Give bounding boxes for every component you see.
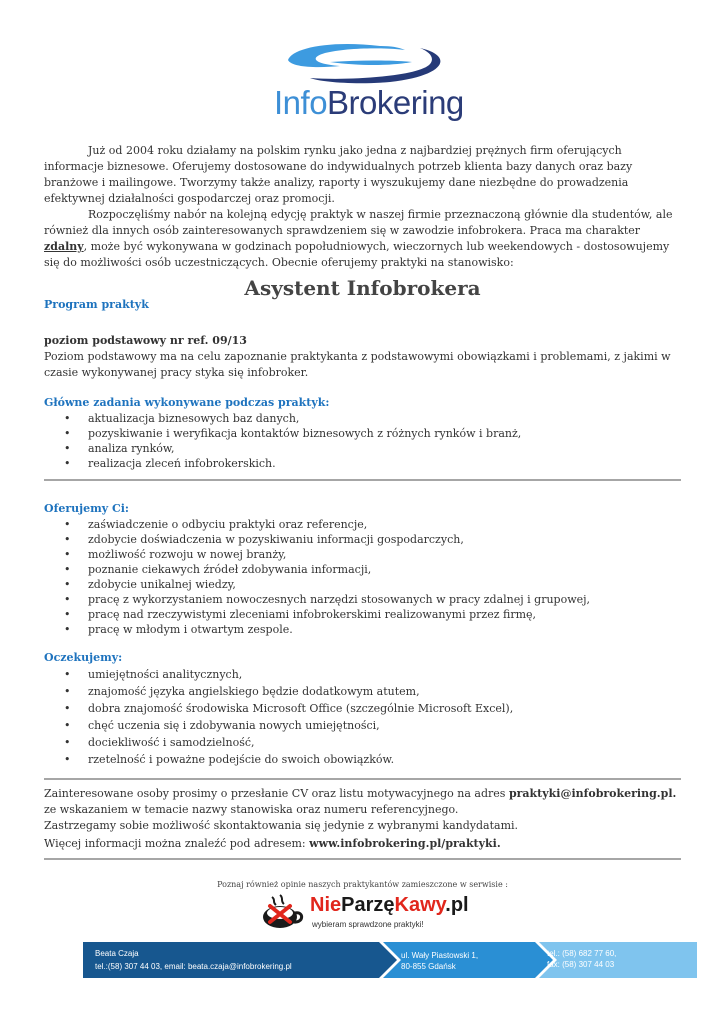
tasks-heading: Główne zadania wykonywane podczas praktyk: (44, 396, 330, 409)
list-item: • pracę w młodym i otwartym zespole. (64, 623, 293, 636)
job-offer-content (44, 143, 681, 860)
offer-heading: Oferujemy Ci: (44, 502, 129, 515)
list-item: • analiza rynków, (64, 442, 175, 455)
logo-wordmark (274, 84, 464, 122)
intro-paragraph-2 (44, 207, 681, 271)
apply-paragraph (44, 786, 681, 818)
footer-street: ul. Wały Piastowski 1, (401, 951, 479, 960)
coffee-cup-icon (258, 893, 306, 933)
list-item: • rzetelność i poważne podejście do swoich obowiązków. (64, 753, 395, 766)
list-item: • pracę z wykorzystaniem nowoczesnych narzędzi stosowanych w pracy zdalnej i grupowej, (64, 593, 591, 606)
intro-p2-remote: zdalny (44, 240, 84, 253)
footer-name: Beata Czaja (95, 949, 139, 958)
list-item: • realizacja zleceń infobrokerskich. (64, 457, 276, 470)
apply-email: praktyki@infobrokering.pl. (508, 787, 677, 800)
more-info-text: Więcej informacji można znaleźć pod adresem: (44, 837, 310, 850)
intro-paragraph-1: Już od 2004 roku działamy na polskim rynku jako jedna z najbardziej prężnych firm oferujących informacje biznesowe. Oferujemy dostosowane do indywidualnych potrzeb klienta bazy danych oraz bazy branżowe i mailingowe. Tworzymy także analizy, raporty i wyszukujemy dane niezbędne do prowadzenia efektywnej działalności gospodarczej oraz promocji. (44, 144, 633, 205)
list-item: • dobra znajomość środowiska Microsoft Office (szczególnie Microsoft Excel), (64, 702, 514, 715)
contact-footer (83, 942, 697, 978)
level-title: poziom podstawowy nr ref. 09/13 (44, 334, 247, 347)
logo-info-text: Info (274, 84, 328, 121)
divider (44, 858, 681, 860)
list-item: • umiejętności analitycznych, (64, 668, 243, 681)
list-item: • chęć uczenia się i zdobywania nowych umiejętności, (64, 719, 380, 732)
more-info-paragraph (44, 836, 681, 852)
more-info-url: www.infobrokering.pl/praktyki. (309, 837, 501, 850)
logo-swoosh-icon (270, 38, 460, 88)
program-label: Program praktyk (44, 298, 149, 311)
apply-text-start: Zainteresowane osoby prosimy o przesłanie CV oraz listu motywacyjnego na adres (44, 787, 509, 800)
list-item: • zaświadczenie o odbyciu praktyki oraz referencje, (64, 518, 368, 531)
list-item: • aktualizacja biznesowych baz danych, (64, 412, 300, 425)
apply-text-end: ze wskazaniem w temacie nazwy stanowiska oraz numeru referencyjnego. (44, 803, 459, 816)
footer-tel: tel.: (58) 682 77 60, (547, 949, 617, 958)
expect-heading: Oczekujemy: (44, 651, 123, 664)
nieparzekawy-logo (258, 893, 473, 935)
reservation-paragraph: Zastrzegamy sobie możliwość skontaktowania się jedynie z wybranymi kandydatami. (44, 819, 519, 832)
list-item: • dociekliwość i samodzielność, (64, 736, 255, 749)
footer-contact: tel.:(58) 307 44 03, email: beata.czaja@infobrokering.pl (95, 962, 292, 971)
list-item: • zdobycie doświadczenia w pozyskiwaniu informacji gospodarczych, (64, 533, 464, 546)
job-title: Asystent Infobrokera (244, 276, 481, 300)
list-item: • pozyskiwanie i weryfikacja kontaktów biznesowych z różnych rynków i branż, (64, 427, 522, 440)
footer-fax: fax: (58) 307 44 03 (547, 960, 615, 969)
level-description: Poziom podstawowy ma na celu zapoznanie praktykanta z podstawowymi obowiązkami i problemami, z jakimi w czasie wykonywanej pracy styka się infobroker. (44, 350, 671, 379)
infobrokering-logo (270, 38, 464, 130)
nieparzekawy-tagline: wybieram sprawdzone praktyki! (312, 920, 424, 929)
intro-p2-start: Rozpoczęliśmy nabór na kolejną edycję praktyk w naszej firmie przeznaczoną głównie dla studentów, ale również dla innych osób zainteresowanych sprawdzeniem się w zawodzie infobrokera. Praca ma charakter (44, 208, 673, 237)
list-item: • pracę nad rzeczywistymi zleceniami infobrokerskimi realizowanymi przez firmę, (64, 608, 537, 621)
nieparzekawy-wordmark: NieParzęKawy.pl (310, 894, 469, 916)
intro-p2-end: , może być wykonywana w godzinach popołudniowych, wieczornych lub weekendowych - dostosowujemy się do możliwości osób uczestniczących. Obecnie oferujemy praktyki na stanowisko: (44, 240, 670, 269)
list-item: • zdobycie unikalnej wiedzy, (64, 578, 236, 591)
list-item: • znajomość języka angielskiego będzie dodatkowym atutem, (64, 685, 420, 698)
footer-city: 80-855 Gdańsk (401, 962, 456, 971)
logo-brokering-text: Brokering (327, 84, 464, 121)
tasks-list (44, 411, 681, 471)
expect-list (44, 666, 681, 768)
list-item: • poznanie ciekawych źródeł zdobywania informacji, (64, 563, 372, 576)
list-item: • możliwość rozwoju w nowej branży, (64, 548, 287, 561)
reviews-note: Poznaj również opinie naszych praktykantów zamieszczone w serwisie : (217, 880, 508, 889)
offer-list (44, 517, 681, 637)
